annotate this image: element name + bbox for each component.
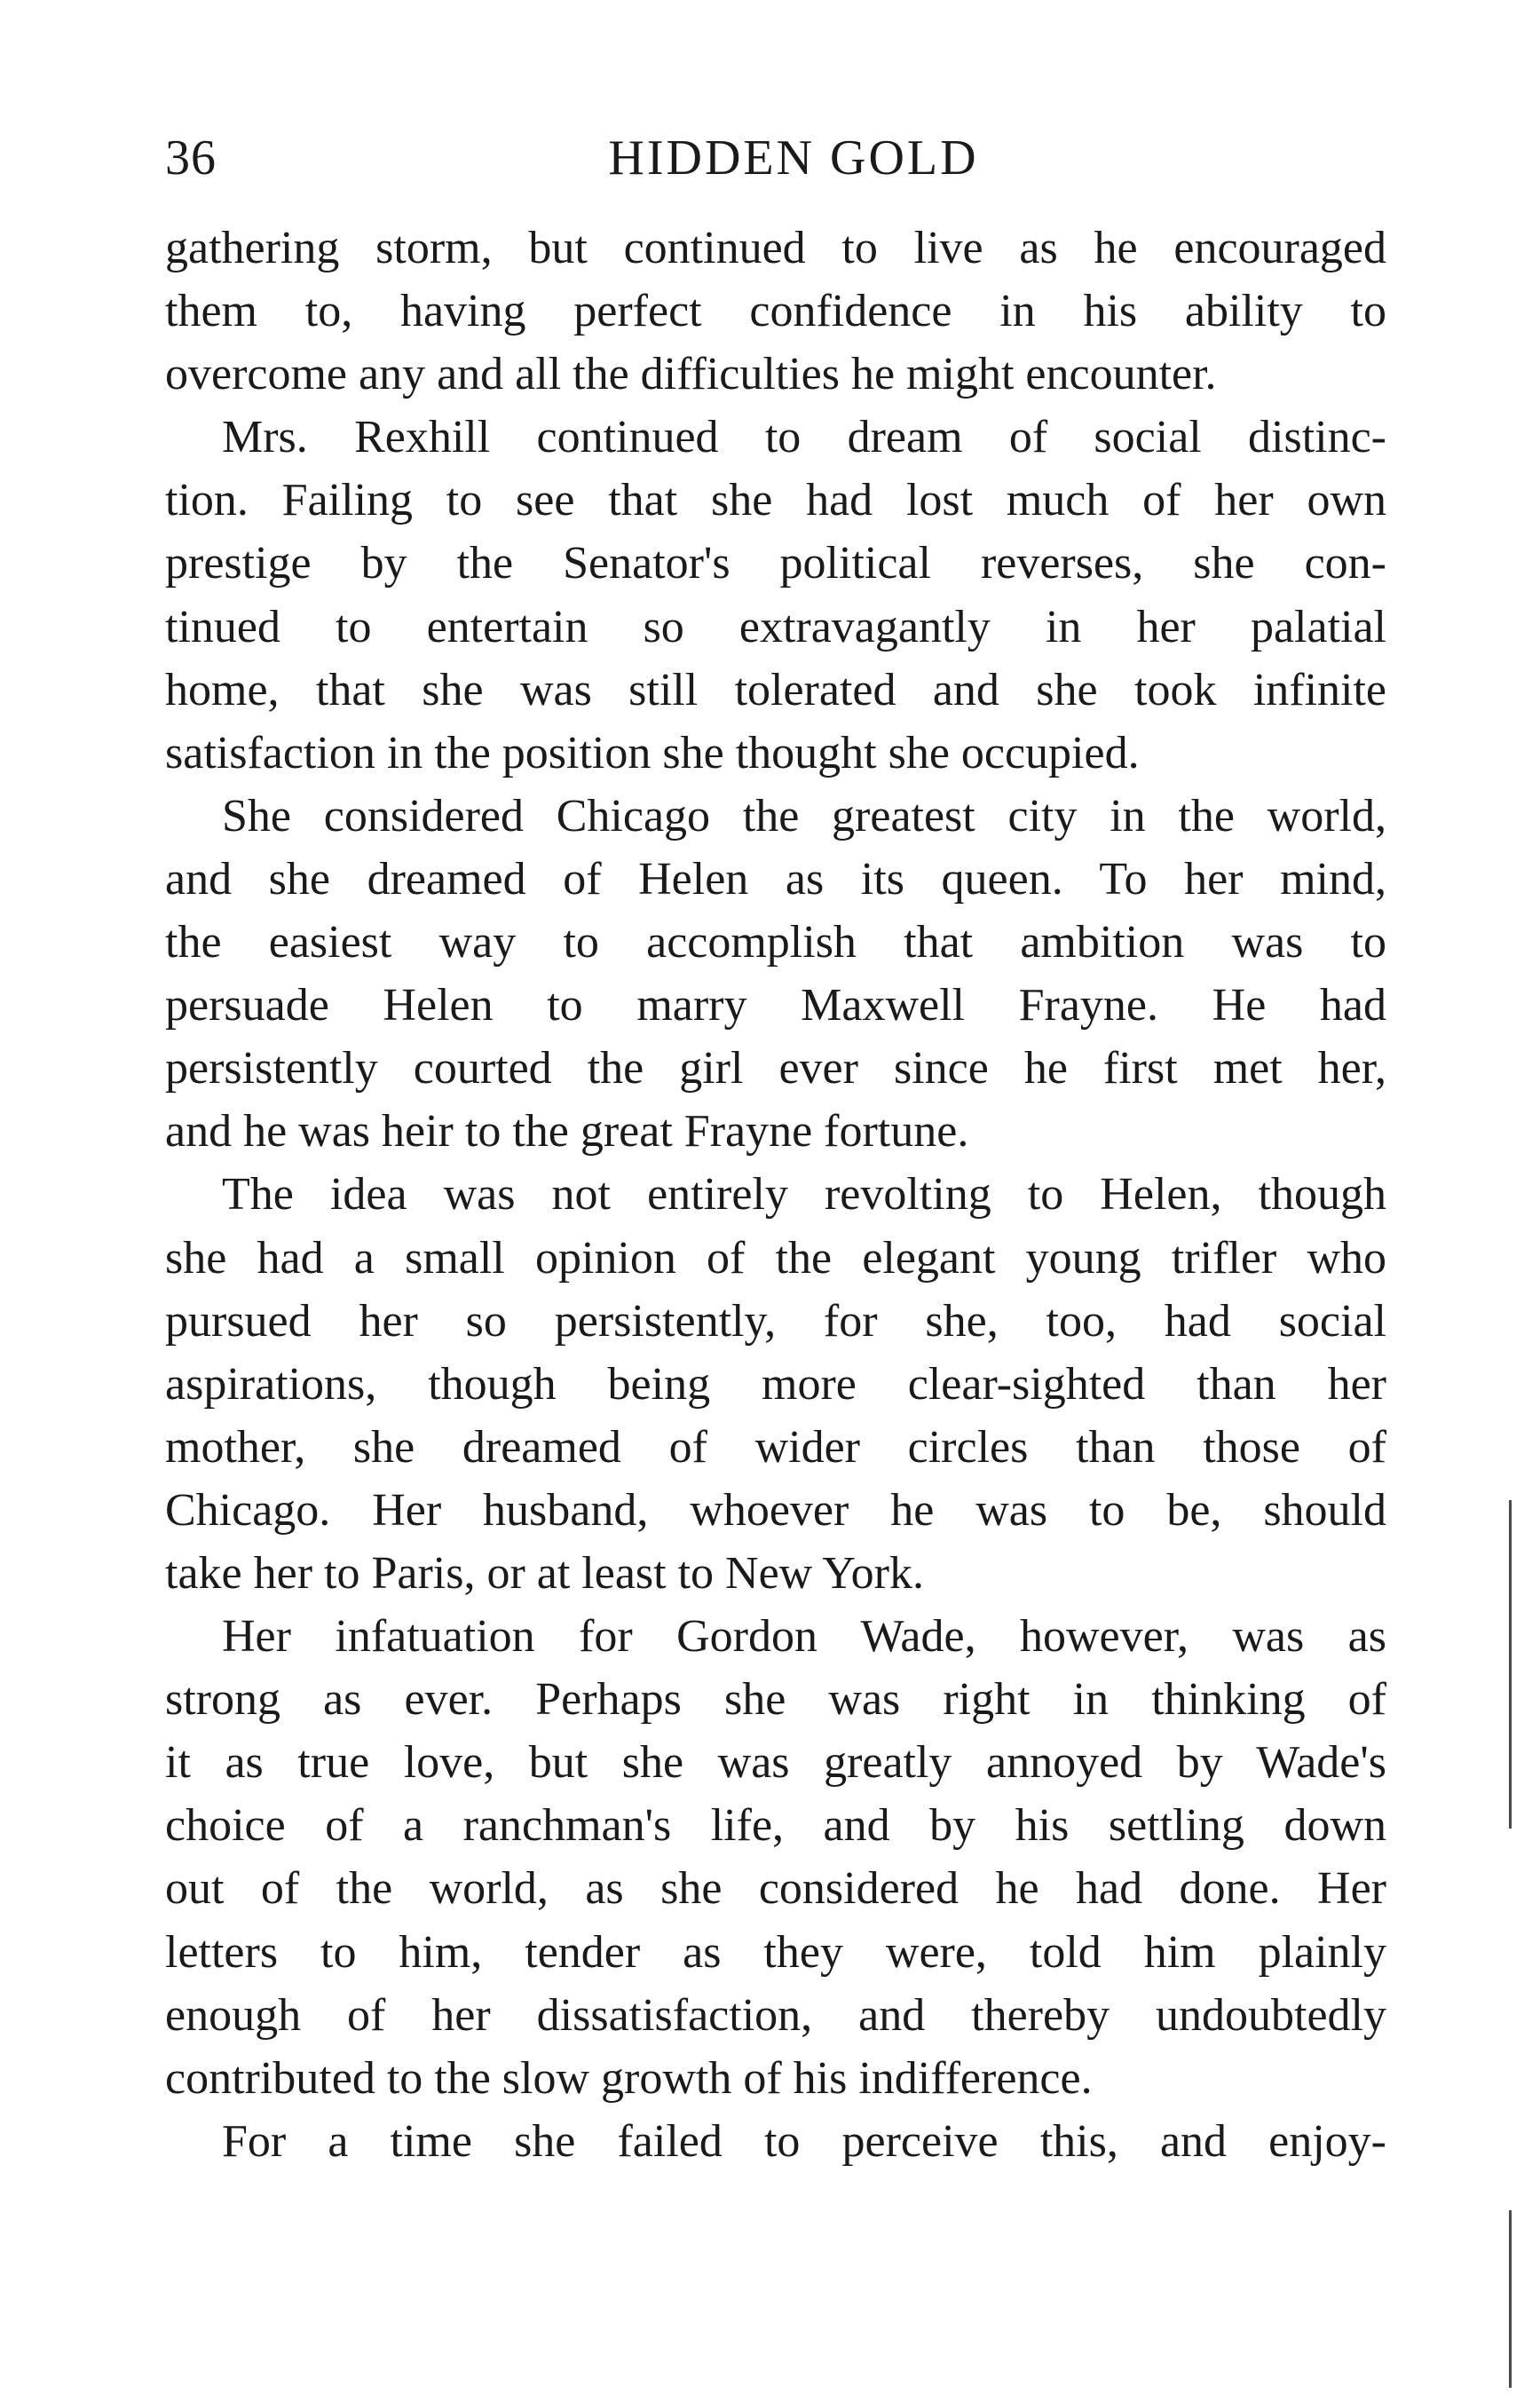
text-line: The idea was not entirely revolting to Helen, though [222,1169,1386,1221]
text-line: letters to him, tender as they were, told him plainly [165,1926,1386,1978]
scan-margin-mark [1509,1500,1512,1829]
text-line: mother, she dreamed of wider circles than those of [165,1421,1386,1473]
text-line: contributed to the slow growth of his indifference. [165,2052,1093,2104]
page-header [165,122,1386,194]
text-line: pursued her so persistently, for she, too, had social [165,1295,1386,1347]
text-line: and he was heir to the great Frayne fortune. [165,1106,969,1157]
running-head: HIDDEN GOLD [608,130,979,186]
text-line: Chicago. Her husband, whoever he was to be, should [165,1484,1386,1536]
body-text [165,217,1386,2173]
text-line: For a time she failed to perceive this, and enjoy- [222,2115,1386,2167]
text-line: home, that she was still tolerated and she took infinite [165,664,1386,715]
text-line: them to, having perfect confidence in his ability to [165,286,1386,337]
text-line: and she dreamed of Helen as its queen. To her mind, [165,853,1386,905]
text-line: She considered Chicago the greatest city in the world, [222,790,1386,841]
text-line: enough of her dissatisfaction, and thereby undoubtedly [165,1989,1386,2041]
text-line: prestige by the Senator's political reverses, she con- [165,538,1386,589]
text-line: tion. Failing to see that she had lost much of her own [165,475,1386,526]
text-line: Mrs. Rexhill continued to dream of social distinc- [222,412,1386,463]
text-line: overcome any and all the difficulties he might encounter. [165,349,1217,400]
scan-margin-mark [1509,2210,1512,2388]
page-number: 36 [165,130,217,186]
text-line: strong as ever. Perhaps she was right in thinking of [165,1674,1386,1726]
text-line: gathering storm, but continued to live as he encouraged [165,223,1386,273]
text-line: persuade Helen to marry Maxwell Frayne. He had [165,980,1386,1031]
text-line: Her infatuation for Gordon Wade, however, was as [222,1611,1386,1663]
text-line: choice of a ranchman's life, and by his settling down [165,1800,1386,1852]
text-line: persistently courted the girl ever since he first met her, [165,1043,1386,1094]
text-line: out of the world, as she considered he had done. Her [165,1863,1386,1915]
text-line: it as true love, but she was greatly annoyed by Wade's [165,1737,1386,1789]
text-line: take her to Paris, or at least to New York. [165,1547,924,1599]
text-line: tinued to entertain so extravagantly in her palatial [165,601,1386,652]
text-line: aspirations, though being more clear-sighted than her [165,1358,1386,1410]
text-line: the easiest way to accomplish that ambition was to [165,917,1386,968]
text-line: she had a small opinion of the elegant young trifler who [165,1232,1386,1284]
text-line: satisfaction in the position she thought she occupied. [165,727,1140,778]
